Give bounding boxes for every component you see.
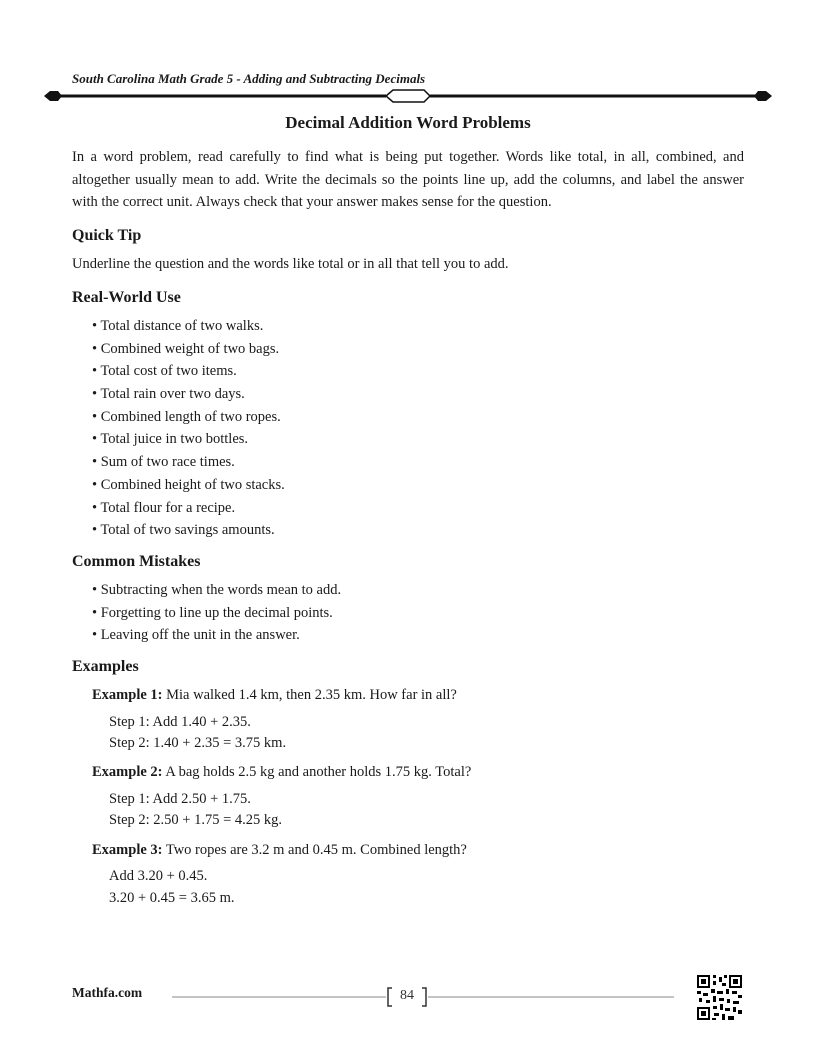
example-2-step-2: Step 2: 2.50 + 1.75 = 4.25 kg. — [109, 812, 283, 828]
intro-paragraph: In a word problem, read carefully to find what is being put together. Words like total, in all, combined, and altogether usually mean to add. Write the decimals so the points line up, add the columns, and label the answer with the correct unit. Always check that your answer makes sense for the question. — [72, 149, 744, 210]
example-1-step-2: Step 2: 1.40 + 2.35 = 3.75 km. — [109, 735, 287, 751]
quick-tip-text: Underline the question and the words like total or in all that tell you to add. — [72, 256, 509, 272]
example-3-step-2: 3.20 + 0.45 = 3.65 m. — [109, 890, 235, 906]
footer-brand: Mathfa.com — [72, 985, 143, 1000]
examples-heading: Examples — [72, 658, 139, 675]
list-item: • Sum of two race times. — [92, 451, 285, 474]
common-mistakes-heading: Common Mistakes — [72, 553, 201, 570]
header-rule-ornament — [44, 88, 772, 104]
list-item: • Combined length of two ropes. — [92, 406, 285, 429]
list-item: • Total flour for a recipe. — [92, 497, 285, 520]
example-2-question: A bag holds 2.5 kg and another holds 1.75 kg. Total? — [165, 764, 472, 780]
list-item: • Forgetting to line up the decimal points. — [92, 602, 341, 625]
real-world-heading: Real-World Use — [72, 289, 181, 306]
list-item: • Combined height of two stacks. — [92, 474, 285, 497]
page-title: Decimal Addition Word Problems — [285, 113, 531, 132]
example-1-label: Example 1: — [92, 687, 163, 703]
list-item: • Total juice in two bottles. — [92, 428, 285, 451]
example-3-label: Example 3: — [92, 842, 163, 858]
list-item: • Total rain over two days. — [92, 383, 285, 406]
list-item: • Total cost of two items. — [92, 360, 285, 383]
footer-rule — [172, 986, 674, 1008]
example-2-step-1: Step 1: Add 2.50 + 1.75. — [109, 791, 251, 807]
list-item: • Subtracting when the words mean to add. — [92, 579, 341, 602]
example-3-question: Two ropes are 3.2 m and 0.45 m. Combined length? — [165, 842, 467, 858]
list-item: • Total distance of two walks. — [92, 315, 285, 338]
page-number: 84 — [400, 988, 414, 1003]
example-3-step-1: Add 3.20 + 0.45. — [109, 868, 208, 884]
real-world-list — [92, 315, 285, 542]
example-1-question: Mia walked 1.4 km, then 2.35 km. How far in all? — [166, 687, 457, 703]
list-item: • Leaving off the unit in the answer. — [92, 624, 341, 647]
example-2-label: Example 2: — [92, 764, 163, 780]
list-item: • Combined weight of two bags. — [92, 338, 285, 361]
example-2 — [92, 764, 471, 781]
quick-tip-heading: Quick Tip — [72, 227, 142, 244]
example-1 — [92, 687, 457, 704]
qr-code-icon — [697, 975, 742, 1020]
list-item: • Total of two savings amounts. — [92, 519, 285, 542]
running-header-title: South Carolina Math Grade 5 - Adding and Subtracting Decimals — [72, 71, 426, 86]
common-mistakes-list — [92, 579, 341, 647]
example-3 — [92, 842, 467, 859]
example-1-step-1: Step 1: Add 1.40 + 2.35. — [109, 714, 251, 730]
